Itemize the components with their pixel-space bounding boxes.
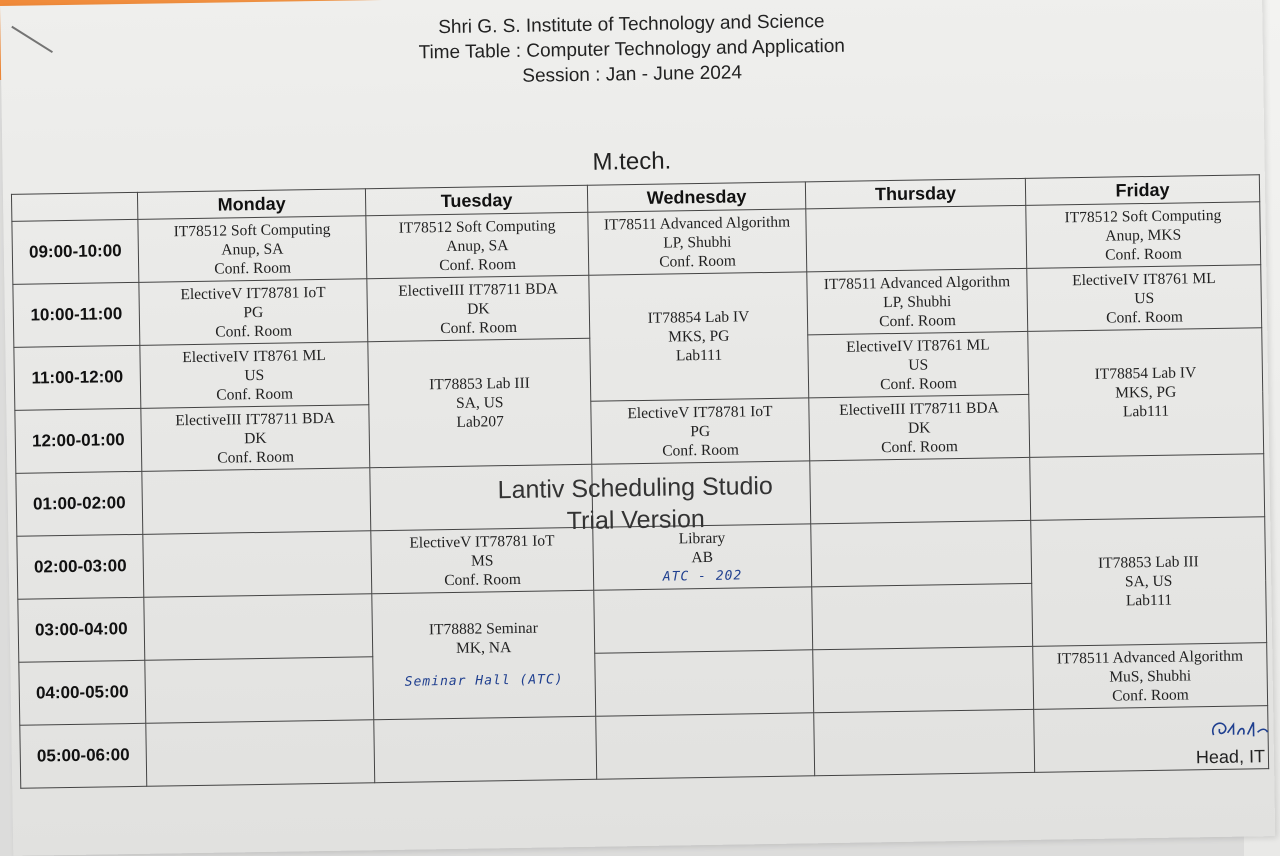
- empty-cell: [146, 720, 375, 787]
- room: Conf. Room: [440, 318, 518, 337]
- faculty: DK: [907, 418, 931, 437]
- time-label: 12:00-01:00: [15, 408, 142, 473]
- faculty: DK: [243, 429, 267, 447]
- course-name: ElectiveIII IT78711 BDA: [398, 279, 558, 300]
- day-header-tuesday: Tuesday: [365, 185, 587, 215]
- faculty: MS: [470, 551, 494, 570]
- class-cell: [589, 272, 809, 401]
- time-label: 02:00-03:00: [17, 534, 144, 599]
- faculty: US: [244, 366, 265, 384]
- empty-cell: [370, 464, 593, 530]
- room: Lab111: [1122, 402, 1170, 421]
- time-label: 10:00-11:00: [13, 282, 140, 347]
- signature-scribble: [1207, 714, 1271, 745]
- watermark-line-1: Lantiv Scheduling Studio: [497, 471, 774, 505]
- corner-cell: [11, 192, 137, 221]
- day-header-friday: Friday: [1025, 175, 1259, 206]
- course-name: ElectiveV IT78781 IoT: [409, 531, 555, 552]
- class-cell: [368, 338, 592, 467]
- room: Conf. Room: [1112, 685, 1189, 705]
- class-cell: [366, 212, 589, 278]
- empty-cell: [145, 657, 374, 724]
- room: Conf. Room: [881, 437, 958, 456]
- faculty: MKS, PG: [1114, 383, 1177, 402]
- course-name: IT78854 Lab IV: [1094, 364, 1197, 383]
- class-cell: [1028, 328, 1264, 458]
- room: Conf. Room: [444, 570, 522, 589]
- faculty: Anup, SA: [446, 236, 509, 255]
- class-cell: [141, 405, 370, 472]
- class-cell: [367, 275, 590, 341]
- handwritten-room: Seminar Hall (ATC): [404, 672, 564, 690]
- room: Lab207: [456, 413, 504, 431]
- faculty: MK, NA: [455, 639, 512, 657]
- signatory-label: Head, IT: [1195, 746, 1266, 768]
- empty-cell: [814, 709, 1035, 775]
- room: Lab111: [1125, 591, 1173, 610]
- class-cell: [371, 527, 594, 593]
- class-cell: [138, 216, 367, 283]
- empty-cell: [374, 716, 597, 782]
- room: Conf. Room: [879, 311, 957, 330]
- empty-cell: [806, 205, 1027, 271]
- course-name: IT78853 Lab III: [429, 374, 530, 394]
- faculty: PG: [690, 422, 711, 440]
- empty-cell: [813, 646, 1034, 712]
- faculty: PG: [243, 303, 264, 321]
- room: Conf. Room: [216, 384, 294, 404]
- empty-cell: [812, 583, 1033, 649]
- course-name: Library: [678, 529, 726, 547]
- time-label: 04:00-05:00: [19, 660, 146, 725]
- faculty: LP, Shubhi: [663, 233, 732, 252]
- class-cell: [1026, 202, 1261, 269]
- class-cell: [807, 268, 1028, 334]
- faculty: Anup, SA: [221, 240, 284, 259]
- faculty: MKS, PG: [668, 327, 730, 346]
- document-header: [0, 2, 1263, 97]
- empty-cell: [143, 531, 372, 598]
- course-name: ElectiveV IT78781 IoT: [627, 402, 773, 422]
- time-label: 05:00-06:00: [20, 723, 147, 788]
- class-cell: [140, 342, 369, 409]
- course-name: IT78512 Soft Computing: [1064, 206, 1222, 226]
- class-cell: [591, 398, 810, 464]
- course-name: IT78511 Advanced Algorithm: [1056, 647, 1244, 667]
- timetable-title: Time Table : Computer Technology and Application: [418, 35, 846, 64]
- time-label: 01:00-02:00: [16, 471, 143, 536]
- faculty: US: [1134, 289, 1155, 307]
- handwritten-room: ATC - 202: [662, 567, 743, 585]
- empty-cell: [592, 461, 811, 527]
- course-name: ElectiveIV IT8761 ML: [846, 335, 990, 356]
- room: Conf. Room: [880, 374, 958, 393]
- room: Conf. Room: [214, 258, 292, 278]
- empty-cell: [1030, 454, 1265, 521]
- course-name: ElectiveIII IT78711 BDA: [175, 409, 335, 429]
- time-label: 11:00-12:00: [14, 345, 141, 410]
- course-name: IT78882 Seminar: [428, 619, 538, 639]
- empty-cell: [596, 713, 815, 779]
- faculty: SA, US: [455, 394, 504, 412]
- room: Conf. Room: [662, 440, 740, 460]
- class-cell: [809, 394, 1030, 460]
- class-cell: [139, 279, 368, 346]
- room: Lab111: [675, 346, 723, 365]
- course-name: IT78854 Lab IV: [647, 308, 750, 327]
- empty-cell: [142, 468, 371, 535]
- day-header-wednesday: Wednesday: [587, 182, 805, 212]
- day-header-monday: Monday: [137, 189, 365, 220]
- program-title: M.tech.: [592, 147, 672, 176]
- faculty: Anup, MKS: [1105, 225, 1182, 245]
- course-name: IT78511 Advanced Algorithm: [603, 213, 791, 234]
- empty-cell: [144, 594, 373, 661]
- watermark-line-2: Trial Version: [566, 504, 705, 536]
- class-cell: [1027, 265, 1262, 332]
- course-name: ElectiveIV IT8761 ML: [1072, 269, 1216, 289]
- faculty: SA, US: [1124, 572, 1173, 591]
- room: Conf. Room: [217, 447, 295, 467]
- class-cell: [1031, 517, 1267, 647]
- room: Conf. Room: [215, 321, 293, 341]
- class-cell: [372, 590, 596, 719]
- course-name: ElectiveIV IT8761 ML: [182, 346, 326, 366]
- faculty: MuS, Shubhi: [1109, 666, 1192, 686]
- faculty: AB: [691, 548, 714, 566]
- room: Conf. Room: [439, 255, 517, 274]
- time-label: 03:00-04:00: [18, 597, 145, 662]
- institute-title: Shri G. S. Institute of Technology and Science: [438, 11, 825, 39]
- room: Conf. Room: [1106, 307, 1183, 327]
- class-cell: [593, 524, 812, 590]
- faculty: US: [908, 355, 929, 374]
- course-name: IT78511 Advanced Algorithm: [823, 272, 1011, 293]
- empty-cell: [594, 587, 813, 653]
- course-name: ElectiveV IT78781 IoT: [180, 283, 326, 303]
- class-cell: [808, 331, 1029, 397]
- course-name: IT78853 Lab III: [1097, 553, 1199, 572]
- faculty: LP, Shubhi: [883, 292, 952, 311]
- day-header-thursday: Thursday: [805, 178, 1025, 208]
- empty-cell: [595, 650, 814, 716]
- faculty: DK: [466, 299, 490, 318]
- time-label: 09:00-10:00: [12, 219, 139, 284]
- empty-cell: [811, 520, 1032, 586]
- course-name: IT78512 Soft Computing: [173, 220, 331, 240]
- room: Conf. Room: [1105, 244, 1182, 264]
- course-name: ElectiveIII IT78711 BDA: [839, 398, 999, 419]
- class-cell: [1033, 643, 1268, 710]
- session-title: Session : Jan - June 2024: [522, 62, 743, 87]
- timetable-grid: [11, 174, 1269, 789]
- empty-cell: [810, 457, 1031, 523]
- course-name: IT78512 Soft Computing: [398, 216, 556, 237]
- class-cell: [588, 209, 807, 275]
- room: Conf. Room: [659, 251, 737, 271]
